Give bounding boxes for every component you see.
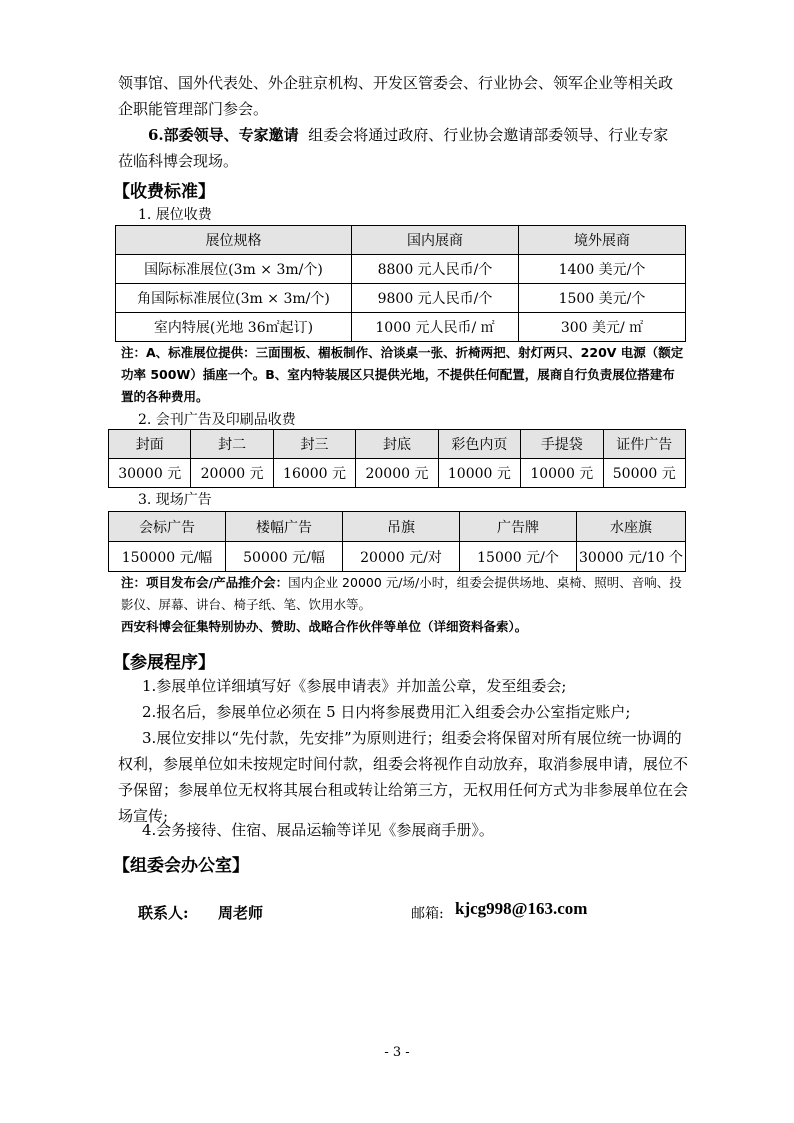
ads-header: 封面 — [109, 430, 191, 459]
cell: 20000 元/对 — [343, 542, 460, 572]
page-number: - 3 - — [384, 1045, 410, 1060]
ads-header: 封二 — [191, 430, 273, 459]
booth-fee-table — [115, 225, 686, 342]
booth-note: 注：A、标准展位提供：三面围板、楣板制作、洽谈桌一张、折椅两把、射灯两只、220V 电源（额定功率 500W）插座一个。B、室内特装展区只提供光地，不提供任何配置，展商自行负责展位搭建布置的各种费用。 — [121, 345, 684, 404]
email-address: kjcg998@163.com — [455, 899, 588, 918]
intro-line-2: 企职能管理部门参会。 — [118, 100, 269, 118]
cell: 国际标准展位(3m × 3m/个) — [116, 255, 352, 284]
ads-header: 封三 — [273, 430, 355, 459]
onsite-header: 楼幅广告 — [226, 512, 343, 542]
onsite-header: 广告牌 — [460, 512, 577, 542]
procedure-item-2: 2.报名后，参展单位必须在 5 日内将参展费用汇入组委会办公室指定账户; — [142, 703, 631, 721]
ads-header: 彩色内页 — [438, 430, 520, 459]
cell: 50000 元/幅 — [226, 542, 343, 572]
table-row — [116, 255, 686, 284]
cell: 20000 元 — [191, 459, 273, 488]
intro-paragraph — [118, 70, 688, 174]
cell: 1400 美元/个 — [519, 255, 686, 284]
header-domestic: 国内展商 — [352, 226, 519, 255]
onsite-fee-table — [108, 511, 686, 572]
onsite-note-text: 国内企业 20000 元/场/小时，组委会提供场地、桌椅、照明、音响、投影仪、屏幕、讲台、椅子纸、笔、饮用水等。 — [121, 575, 682, 612]
cell: 15000 元/个 — [460, 542, 577, 572]
header-overseas: 境外展商 — [519, 226, 686, 255]
cell: 室内特展(光地 36㎡起订) — [116, 313, 352, 342]
cell: 30000 元 — [109, 459, 191, 488]
cell: 1000 元人民币/ ㎡ — [352, 313, 519, 342]
contact-name: 周老师 — [218, 904, 264, 922]
cell: 1500 美元/个 — [519, 284, 686, 313]
ads-header: 封底 — [356, 430, 438, 459]
item6-text: 组委会将通过政府、行业协会邀请部委领导、行业专家 — [308, 126, 669, 144]
cell: 16000 元 — [273, 459, 355, 488]
item6-line-2: 莅临科博会现场。 — [118, 152, 239, 170]
intro-line-1: 领事馆、国外代表处、外企驻京机构、开发区管委会、行业协会、领军企业等相关政 — [118, 74, 674, 92]
cell: 30000 元/10 个 — [577, 542, 686, 572]
onsite-header: 水座旗 — [577, 512, 686, 542]
cell: 8800 元人民币/个 — [352, 255, 519, 284]
cell: 角国际标准展位(3m × 3m/个) — [116, 284, 352, 313]
table-row — [109, 459, 686, 488]
fees-title: 【收费标准】 — [113, 182, 215, 202]
cell: 300 美元/ ㎡ — [519, 313, 686, 342]
onsite-header: 会标广告 — [109, 512, 226, 542]
ads-header: 手提袋 — [521, 430, 603, 459]
procedure-item-4: 4.会务接待、住宿、展品运输等详见《参展商手册》。 — [142, 821, 494, 839]
cell: 20000 元 — [356, 459, 438, 488]
cell: 50000 元 — [603, 459, 685, 488]
header-spec: 展位规格 — [116, 226, 352, 255]
item6-label: 6.部委领导、专家邀请 — [148, 126, 299, 144]
cell: 9800 元人民币/个 — [352, 284, 519, 313]
onsite-note — [121, 572, 687, 638]
email-label: 邮箱: — [411, 906, 444, 922]
ads-subtitle: 2. 会刊广告及印刷品收费 — [138, 412, 296, 428]
table-row — [109, 542, 686, 572]
procedure-item-1: 1.参展单位详细填写好《参展申请表》并加盖公章，发至组委会; — [142, 677, 567, 695]
onsite-note-line-2: 西安科博会征集特别协办、赞助、战略合作伙伴等单位（详细资料备索）。 — [121, 619, 528, 634]
cell: 10000 元 — [438, 459, 520, 488]
procedure-item-3: 3.展位安排以“先付款，先安排”为原则进行；组委会将保留对所有展位统一协调的权利，参展单位如未按规定时间付款，组委会将视作自动放弃，取消参展申请，展位不予保留；参展单位无权将其展台租或转让给第三方，无权用任何方式为非参展单位在会场宣传; — [118, 729, 689, 825]
cell: 150000 元/幅 — [109, 542, 226, 572]
office-title: 【组委会办公室】 — [113, 856, 249, 876]
ads-fee-table — [108, 429, 686, 488]
onsite-subtitle: 3. 现场广告 — [138, 492, 212, 508]
ads-header: 证件广告 — [603, 430, 685, 459]
onsite-note-label: 注：项目发布会/产品推介会： — [121, 575, 289, 590]
booth-subtitle: 1. 展位收费 — [138, 207, 212, 223]
onsite-header: 吊旗 — [343, 512, 460, 542]
cell: 10000 元 — [521, 459, 603, 488]
contact-label: 联系人: — [138, 904, 189, 922]
procedure-title: 【参展程序】 — [113, 653, 215, 673]
table-row — [116, 284, 686, 313]
table-row — [116, 313, 686, 342]
